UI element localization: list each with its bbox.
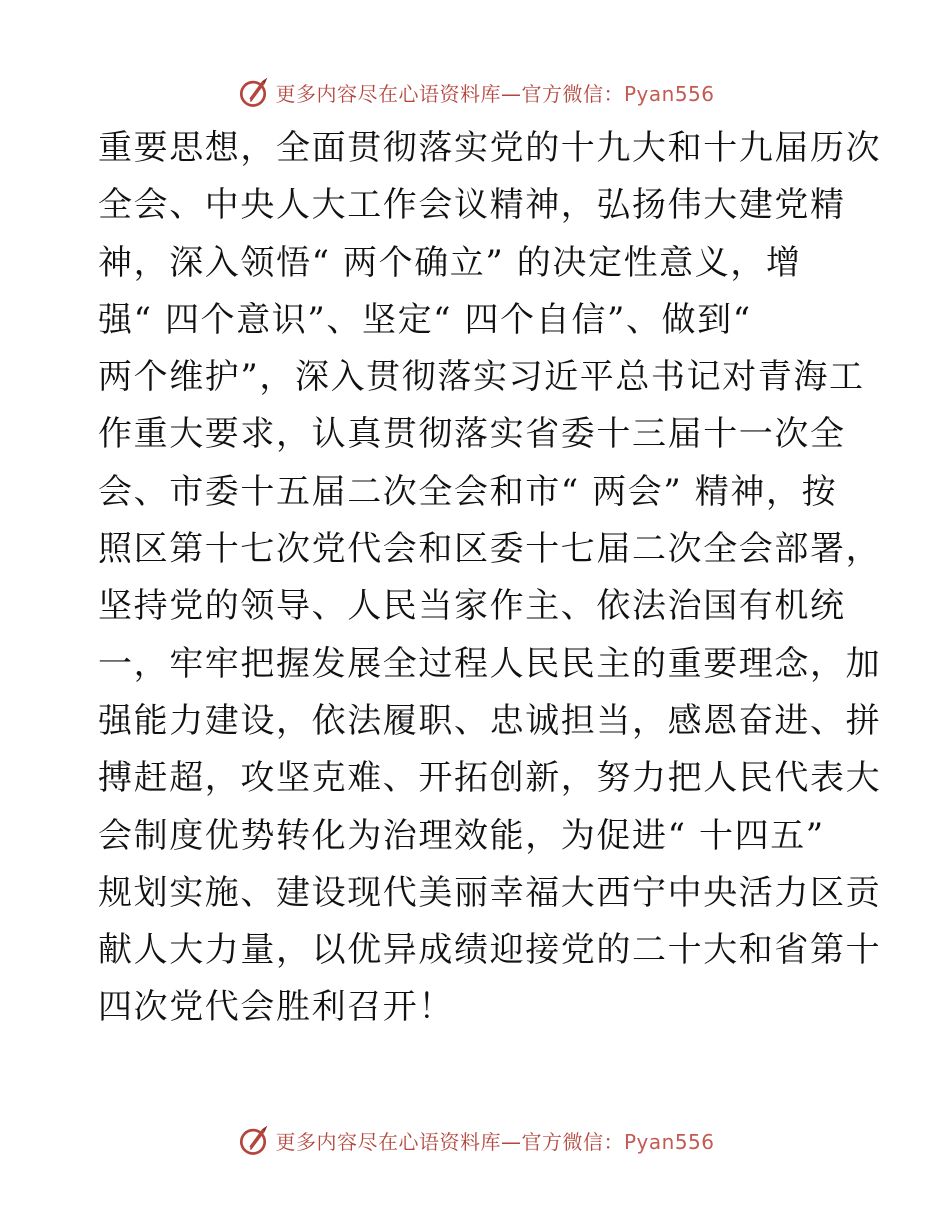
text-line: 规划实施、建设现代美丽幸福大西宁中央活力区贡 — [98, 872, 882, 913]
footer-watermark — [0, 1120, 950, 1160]
text-line: 四次党代会胜利召开！ — [98, 987, 454, 1028]
quill-pen-logo-icon — [235, 1122, 271, 1158]
watermark-label: 更多内容尽在心语资料库—官方微信： — [275, 1129, 624, 1154]
text-line: 作重大要求，认真贯彻落实省委十三届十一次全 — [98, 414, 846, 455]
text-line: 照区第十七次党代会和区委十七届二次全会部署， — [98, 529, 882, 570]
quill-pen-logo-icon — [235, 74, 271, 110]
watermark-label: 更多内容尽在心语资料库—官方微信： — [275, 81, 624, 106]
watermark-text — [275, 1126, 714, 1155]
text-line: 献人大力量，以优异成绩迎接党的二十大和省第十 — [98, 930, 882, 971]
text-line: 神，深入领悟“ 两个确立” 的决定性意义，增 — [98, 242, 802, 283]
text-line: 两个维护”，深入贯彻落实习近平总书记对青海工 — [98, 357, 865, 398]
text-line: 强能力建设，依法履职、忠诚担当，感恩奋进、拼 — [98, 700, 882, 741]
text-line: 重要思想，全面贯彻落实党的十九大和十九届历次 — [98, 128, 882, 168]
text-line: 会、市委十五届二次全会和市“ 两会” 精神，按 — [98, 471, 838, 512]
text-line: 全会、中央人大工作会议精神，弘扬伟大建党精 — [98, 185, 846, 226]
watermark-contact: Pyan556 — [623, 1129, 715, 1154]
text-line: 会制度优势转化为治理效能，为促进“ 十四五” — [98, 815, 825, 856]
document-paragraph — [98, 120, 882, 1037]
text-line: 强“ 四个意识”、坚定“ 四个自信”、做到“ — [98, 299, 752, 340]
watermark-text — [275, 78, 714, 107]
text-line: 一，牢牢把握发展全过程人民民主的重要理念，加 — [98, 643, 882, 684]
watermark-contact: Pyan556 — [623, 81, 715, 106]
header-watermark — [0, 72, 950, 112]
text-line: 坚持党的领导、人民当家作主、依法治国有机统 — [98, 586, 846, 627]
text-line: 搏赶超，攻坚克难、开拓创新，努力把人民代表大 — [98, 758, 882, 799]
